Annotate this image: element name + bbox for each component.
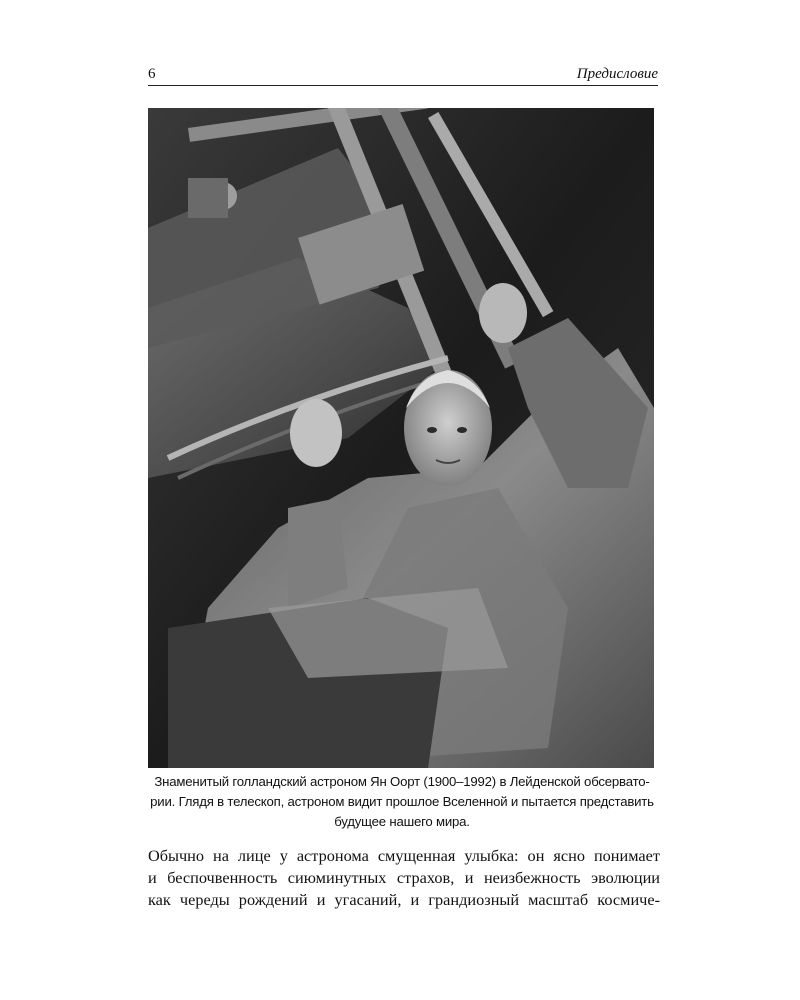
caption-line: Знаменитый голландский астроном Ян Оорт (1900–1992) в Лейденской обсервато- [154,774,650,789]
astronomer-photo [148,108,654,768]
paragraph-line: Обычно на лице у астронома смущенная улыбка: он ясно понимает [148,846,660,865]
paragraph-line: как череды рождений и угасаний, и грандиозный масштаб космиче- [148,890,660,909]
running-head: Предисловие [576,66,658,82]
page-number: 6 [148,66,156,82]
figure-caption [140,772,664,832]
header-rule [148,85,658,86]
caption-line: рии. Глядя в телескоп, астроном видит прошлое Вселенной и пытается представить [150,794,654,809]
page-header [148,66,658,86]
body-paragraph [148,845,660,911]
paragraph-line: и беспочвенность сиюминутных страхов, и неизбежность эволюции [148,868,660,887]
caption-line: будущее нашего мира. [334,814,470,829]
